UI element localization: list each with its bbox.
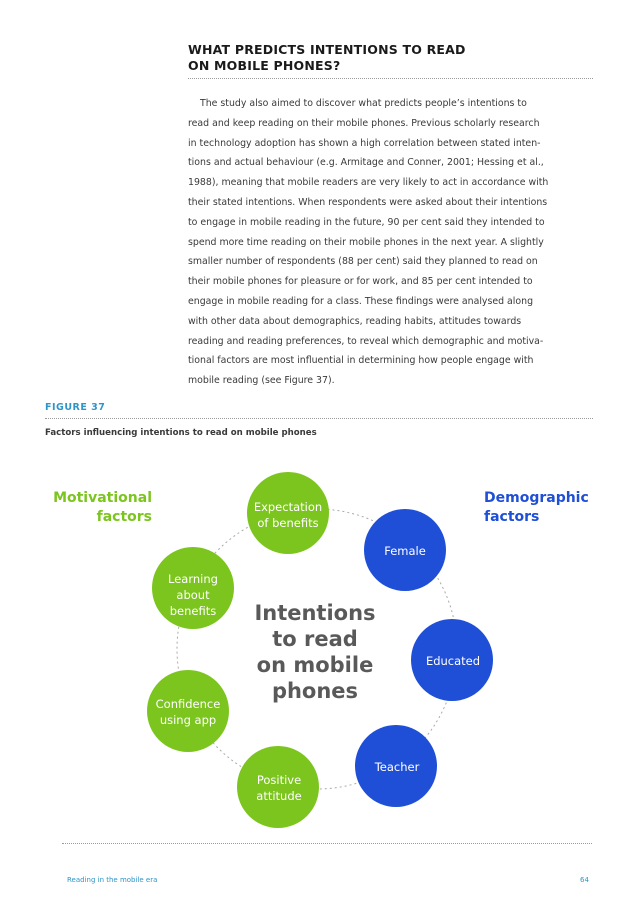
node-label-line: Confidence (155, 697, 221, 711)
node-label-line: Positive (256, 773, 302, 787)
node-expectation-of-benefits (247, 472, 329, 554)
body-line: in technology adoption has shown a high correlation between stated inten- (188, 137, 541, 149)
center-title-line-1: Intentions (254, 601, 376, 625)
center-title-line-3: on mobile (256, 653, 374, 677)
section-title-line-2: ON MOBILE PHONES? (188, 58, 341, 73)
body-paragraph (188, 94, 596, 391)
node-label-line: Teacher (374, 760, 420, 774)
motivational-label-line-2: factors (96, 509, 152, 525)
figure-caption: Factors influencing intentions to read on mobile phones (45, 428, 317, 438)
body-line: smaller number of respondents (88 per cent) said they planned to read on (188, 256, 538, 268)
body-line: spend more time reading on their mobile phones in the next year. A slightly (188, 236, 544, 248)
demographic-label-line-1: Demographic (484, 490, 589, 506)
node-label-line: about (176, 588, 210, 602)
node-educated (411, 619, 493, 701)
body-line: The study also aimed to discover what predicts people’s intentions to (200, 98, 527, 109)
node-label-line: Educated (425, 654, 481, 668)
section-title (188, 42, 588, 74)
node-positive-attitude (237, 746, 319, 828)
body-line: reading and reading preferences, to reveal which demographic and motiva- (188, 335, 544, 347)
node-label-line: of benefits (257, 516, 319, 530)
factors-diagram (0, 440, 638, 840)
node-label-line: using app (159, 713, 217, 727)
figure-label-rule (45, 418, 593, 419)
node-label-line: Female (384, 544, 426, 558)
body-line: to engage in mobile reading in the future, 90 per cent said they intended to (188, 216, 545, 228)
body-line: 1988), meaning that mobile readers are very likely to act in accordance with (188, 177, 549, 189)
node-learning-about-benefits (152, 547, 234, 629)
node-female (364, 509, 446, 591)
body-line: engage in mobile reading for a class. These findings were analysed along (188, 295, 534, 307)
footer-page-number: 64 (580, 876, 589, 884)
body-line: mobile reading (see Figure 37). (188, 375, 335, 387)
body-line: read and keep reading on their mobile phones. Previous scholarly research (188, 117, 540, 129)
center-title-line-2: to read (272, 627, 358, 651)
node-confidence-using-app (147, 670, 229, 752)
section-title-line-1: WHAT PREDICTS INTENTIONS TO READ (188, 42, 466, 57)
node-label-line: Expectation (253, 500, 323, 514)
footer-publication-title: Reading in the mobile era (67, 876, 158, 884)
section-title-rule (188, 78, 593, 79)
demographic-label-line-2: factors (484, 509, 540, 525)
body-line: with other data about demographics, reading habits, attitudes towards (188, 315, 522, 327)
body-line: tional factors are most influential in determining how people engage with (188, 355, 534, 367)
figure-label: FIGURE 37 (45, 402, 106, 413)
body-line: their mobile phones for pleasure or for work, and 85 per cent intended to (188, 276, 533, 288)
motivational-label-line-1: Motivational (53, 490, 152, 506)
node-label-line: benefits (169, 604, 217, 618)
node-label-line: Learning (168, 572, 218, 586)
footer-rule (62, 843, 592, 844)
body-line: their stated intentions. When respondents were asked about their intentions (188, 196, 548, 208)
center-title (254, 601, 375, 703)
center-title-line-4: phones (271, 679, 359, 703)
body-line: tions and actual behaviour (e.g. Armitage and Conner, 2001; Hessing et al., (188, 157, 544, 169)
node-label-line: attitude (256, 789, 302, 803)
node-teacher (355, 725, 437, 807)
